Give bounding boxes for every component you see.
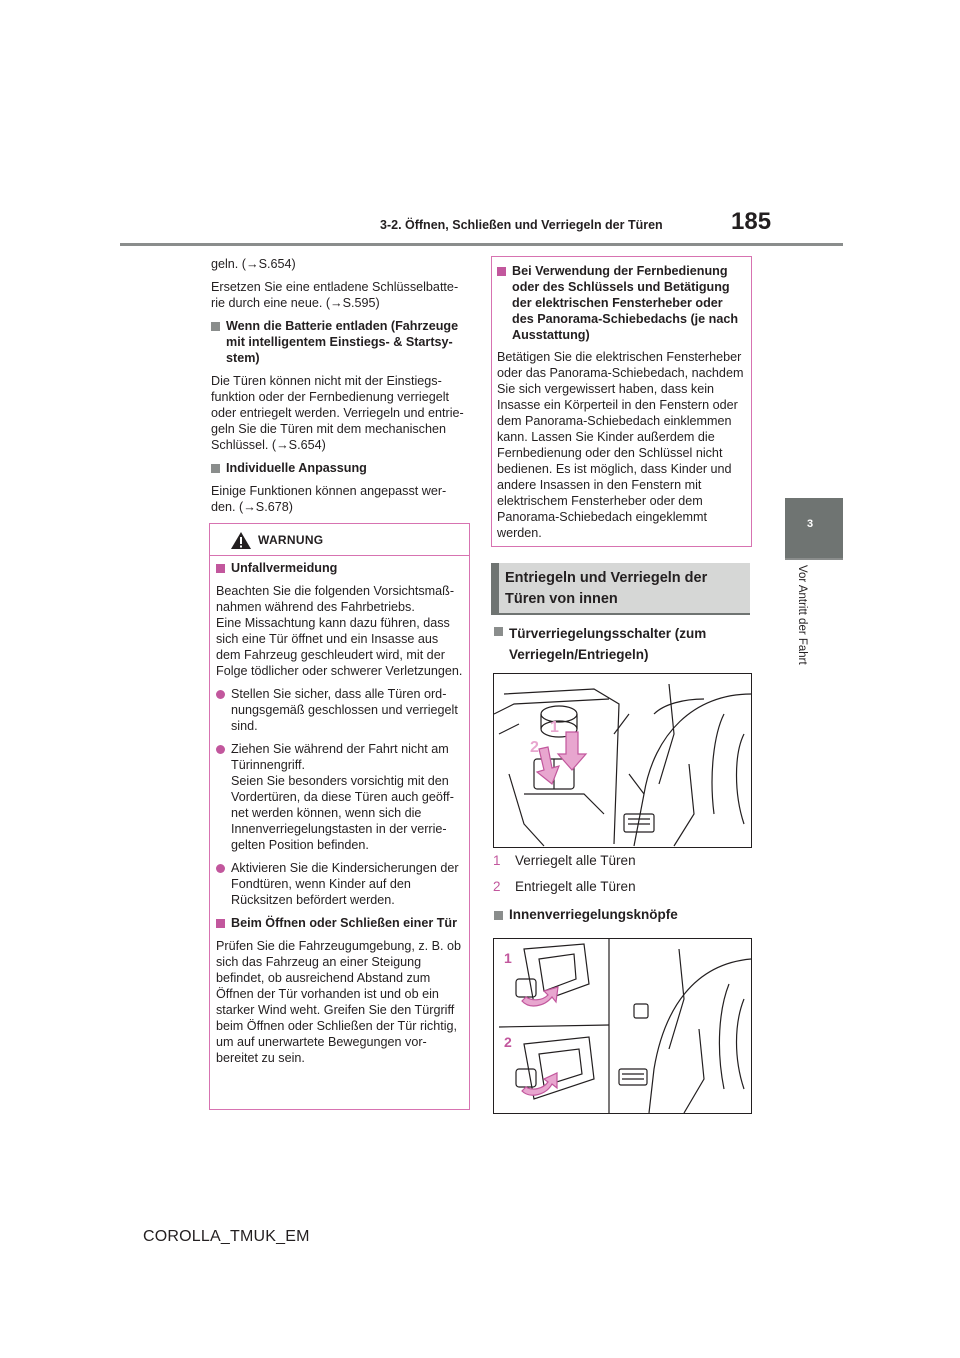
paragraph: geln. (→S.654) (211, 257, 296, 271)
lock-button-illustration (494, 939, 751, 1113)
warning-box (209, 523, 470, 1110)
section-heading-bar (491, 563, 499, 613)
warning-title: WARNUNG (258, 533, 324, 547)
section-heading-title: Entriegeln und Verriegeln der Türen von innen (505, 570, 708, 607)
paragraph: Prüfen Sie die Fahrzeugumgebung, z. B. ob sich das Fahrzeug an einer Steigung befindet, ob ausreichend Abstand zum Öffnen der Tür vorhanden ist und ob ein starker Wind weht. Greifen Sie den Türgriff beim Öffnen oder Schließen der Tür richtig, um auf unerwartete Bewegungen vorbereitet zu sein. (216, 939, 462, 1065)
legend-number: 1 (493, 853, 501, 868)
caution-subheading: Bei Verwendung der Fernbedienung oder des Schlüssels und Betätigung der elektrischen Fensterheber oder des Panorama-Schiebedachs (je nach Ausstattung) (497, 263, 745, 343)
section-title: 3-2. Öffnen, Schließen und Verriegeln der Türen (380, 218, 663, 232)
paragraph: Ersetzen Sie eine entladene Schlüsselbatterie durch eine neue. (→S.595) (211, 280, 459, 310)
bullet-item: Ziehen Sie während der Fahrt nicht am Türinnengriff. Seien Sie besonders vorsichtig mit den Vordertüren, da diese Türen auch geöffnet werden können, wenn sich die Innenverriegelungstasten in der verriegelten Position befinden. (216, 741, 464, 853)
chapter-tab-rule (785, 558, 843, 560)
chapter-title: Vor Antritt der Fahrt (796, 565, 808, 665)
legend-text: Entriegelt alle Türen (515, 879, 636, 894)
caution-body (497, 263, 745, 547)
paragraph: Einige Funktionen können angepasst werden. (→S.678) (211, 484, 447, 514)
subsection-title: Innenverriegelungsknöpfe (494, 907, 744, 923)
figure-lock-switch (493, 673, 752, 848)
legend-item (493, 852, 750, 870)
paragraph: Betätigen Sie die elektrischen Fensterheber oder das Panorama-Schiebedach, nachdem Sie sich vergewissert haben, dass kein Insasse ein Körperteil in den Fenstern oder dem Panorama-Schiebedach einklemmen kann. Lassen Sie Kinder außerdem die Fernbedienung oder den Schlüssel nicht bedienen. Es ist möglich, dass Kinder und andere Insassen in den Fenstern mit elektrischem Fensterheber oder dem Panorama-Schiebedach eingeklemmt werden. (497, 350, 744, 540)
warning-icon (230, 531, 252, 550)
figure-callout-1: 1 (504, 950, 512, 966)
legend-number: 2 (493, 879, 501, 894)
header-rule (120, 243, 843, 246)
subheading-battery-dead: Wenn die Batterie entladen (Fahrzeuge mit intelligentem Einstiegs- & Startsystem) (211, 318, 466, 366)
warning-header (210, 524, 469, 556)
subsection-inside-lock-buttons (494, 907, 744, 923)
figure-callout-1: 1 (550, 719, 559, 736)
figure-legend (493, 852, 750, 904)
caution-box (491, 256, 752, 547)
section-heading (491, 563, 750, 613)
figure-callout-2: 2 (504, 1034, 512, 1050)
page-number: 185 (731, 208, 772, 235)
lock-switch-illustration (494, 674, 751, 847)
warning-subheading: Beim Öffnen oder Schließen einer Tür (216, 915, 464, 931)
chapter-tab (785, 498, 843, 558)
figure-inside-lock-buttons (493, 938, 752, 1114)
subheading-customization: Individuelle Anpassung (211, 460, 466, 476)
section-heading-rule (491, 613, 750, 615)
paragraph: Die Türen können nicht mit der Einstiegsfunktion oder der Fernbedienung verriegelt oder entriegelt werden. Verriegeln und entriegeln Sie die Türen mit dem mechanischen Schlüssel. (→S.654) (211, 374, 464, 452)
legend-item (493, 878, 750, 896)
figure-callout-2: 2 (530, 739, 539, 756)
left-column (211, 256, 466, 522)
bullet-item: Aktivieren Sie die Kindersicherungen der Fondtüren, wenn Kinder auf den Rücksitzen befördert werden. (216, 860, 464, 908)
subsection-lock-switch (494, 623, 744, 665)
bullet-item: Stellen Sie sicher, dass alle Türen ordnungsgemäß geschlossen und verriegelt sind. (216, 686, 464, 734)
paragraph: Beachten Sie die folgenden Vorsichtsmaßnahmen während des Fahrbetriebs. Eine Missachtung kann dazu führen, dass sich eine Tür öffnet und ein Insasse aus dem Fahrzeug geschleudert wird, mit der Folge tödlicher oder schwerer Verletzungen. (216, 584, 463, 678)
footer-model-code: COROLLA_TMUK_EM (143, 1228, 310, 1245)
warning-body (216, 560, 464, 1073)
warning-subheading: Unfallvermeidung (216, 560, 464, 576)
legend-text: Verriegelt alle Türen (515, 853, 636, 868)
chapter-number: 3 (807, 518, 814, 530)
subsection-title: Türverriegelungsschalter (zum Verriegeln/Entriegeln) (494, 623, 744, 665)
